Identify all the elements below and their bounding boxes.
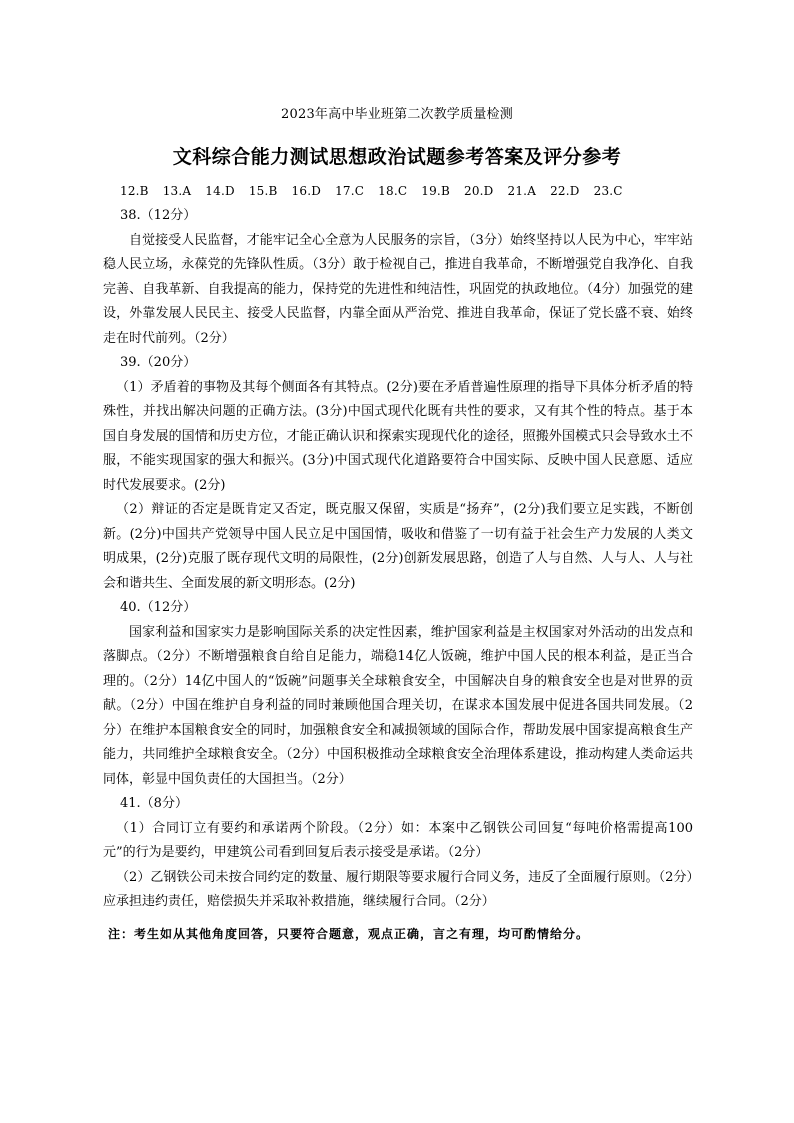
choice-answer: 19.B bbox=[421, 184, 450, 198]
choice-answer: 15.B bbox=[248, 184, 278, 198]
choice-answer: 22.D bbox=[550, 184, 580, 198]
choice-answers-row bbox=[120, 184, 633, 198]
choice-answer: 14.D bbox=[205, 184, 235, 198]
question-39-part-2: （2）辩证的否定是既肯定又否定，既克服又保留，实质是“扬弃”，(2分)我们要立足实践，不断创新。(2分)中国共产党领导中国人民立足中国国情，吸收和借鉴了一切有益于社会生产力发展的人类文明成果，(2分)克服了既存现代文明的局限性，(2分)创新发展思路，创造了人与自然、人与人、人与社会和谐共生、全面发展的新文明形态。(2分) bbox=[103, 502, 693, 591]
choice-answer: 12.B bbox=[120, 184, 149, 198]
exam-name: 2023年高中毕业班第二次教学质量检测 bbox=[281, 107, 513, 122]
question-38-answer: 自觉接受人民监督，才能牢记全心全意为人民服务的宗旨，（3分）始终坚持以人民为中心，牢牢站稳人民立场，永葆党的先锋队性质。（3分）敢于检视自己，推进自我革命，不断增强党自我净化、自我完善、自我革新、自我提高的能力，保持党的先进性和纯洁性，巩固党的执政地位。（4分）加强党的建设，外靠发展人民民主、接受人民监督，内靠全面从严治党、推进自我革命，保证了党长盛不衰、始终走在时代前列。（2分） bbox=[103, 232, 693, 346]
choice-answer: 18.C bbox=[378, 184, 408, 198]
choice-answer: 21.A bbox=[507, 184, 537, 198]
question-38-heading: 38.（12分） bbox=[120, 208, 197, 223]
choice-answer: 13.A bbox=[162, 184, 192, 198]
question-40-answer: 国家利益和国家实力是影响国际关系的决定性因素，维护国家利益是主权国家对外活动的出发点和落脚点。（2分）不断增强粮食自给自足能力，端稳14亿人饭碗，维护中国人民的根本利益，是正当合理的。（2分）14亿中国人的“饭碗”问题事关全球粮食安全，中国解决自身的粮食安全也是对世界的贡献。（2分）中国在维护自身利益的同时兼顾他国合理关切，在谋求本国发展中促进各国共同发展。（2分）在维护本国粮食安全的同时，加强粮食安全和减损领域的国际合作，帮助发展中国家提高粮食生产能力，共同维护全球粮食安全。（2分）中国积极推动全球粮食安全治理体系建设，推动构建人类命运共同体，彰显中国负责任的大国担当。（2分） bbox=[103, 624, 693, 787]
answer-body bbox=[103, 204, 693, 915]
question-39-heading: 39.（20分） bbox=[120, 355, 197, 370]
question-40-heading: 40.（12分） bbox=[120, 600, 197, 615]
grading-note: 注：考生如从其他角度回答，只要符合题意，观点正确，言之有理，均可酌情给分。 bbox=[108, 927, 590, 941]
question-41-part-2: （2）乙钢铁公司未按合同约定的数量、履行期限等要求履行合同义务，违反了全面履行原则。（2分）应承担违约责任，赔偿损失并采取补救措施，继续履行合同。（2分） bbox=[103, 869, 693, 909]
choice-answer: 16.D bbox=[291, 184, 322, 198]
question-41-part-1: （1）合同订立有要约和承诺两个阶段。（2分）如：本案中乙钢铁公司回复“每吨价格需提高100元”的行为是要约，甲建筑公司看到回复后表示接受是承诺。（2分） bbox=[103, 820, 693, 860]
choice-answer: 17.C bbox=[335, 184, 365, 198]
choice-answer: 23.C bbox=[593, 184, 623, 198]
choice-answer: 20.D bbox=[463, 184, 494, 198]
question-39-part-1: （1）矛盾着的事物及其每个侧面各有其特点。(2分)要在矛盾普遍性原理的指导下具体分析矛盾的特殊性，并找出解决问题的正确方法。(3分)中国式现代化既有共性的要求，又有其个性的特点。基于本国自身发展的国情和历史方位，才能正确认识和探索实现现代化的途径，照搬外国模式只会导致水土不服，不能实现国家的强大和振兴。(3分)中国式现代化道路要符合中国实际、反映中国人民意愿、适应时代发展要求。(2分) bbox=[103, 379, 693, 493]
question-41-heading: 41.（8分） bbox=[120, 796, 188, 811]
page-title: 文科综合能力测试思想政治试题参考答案及评分参考 bbox=[172, 146, 622, 168]
